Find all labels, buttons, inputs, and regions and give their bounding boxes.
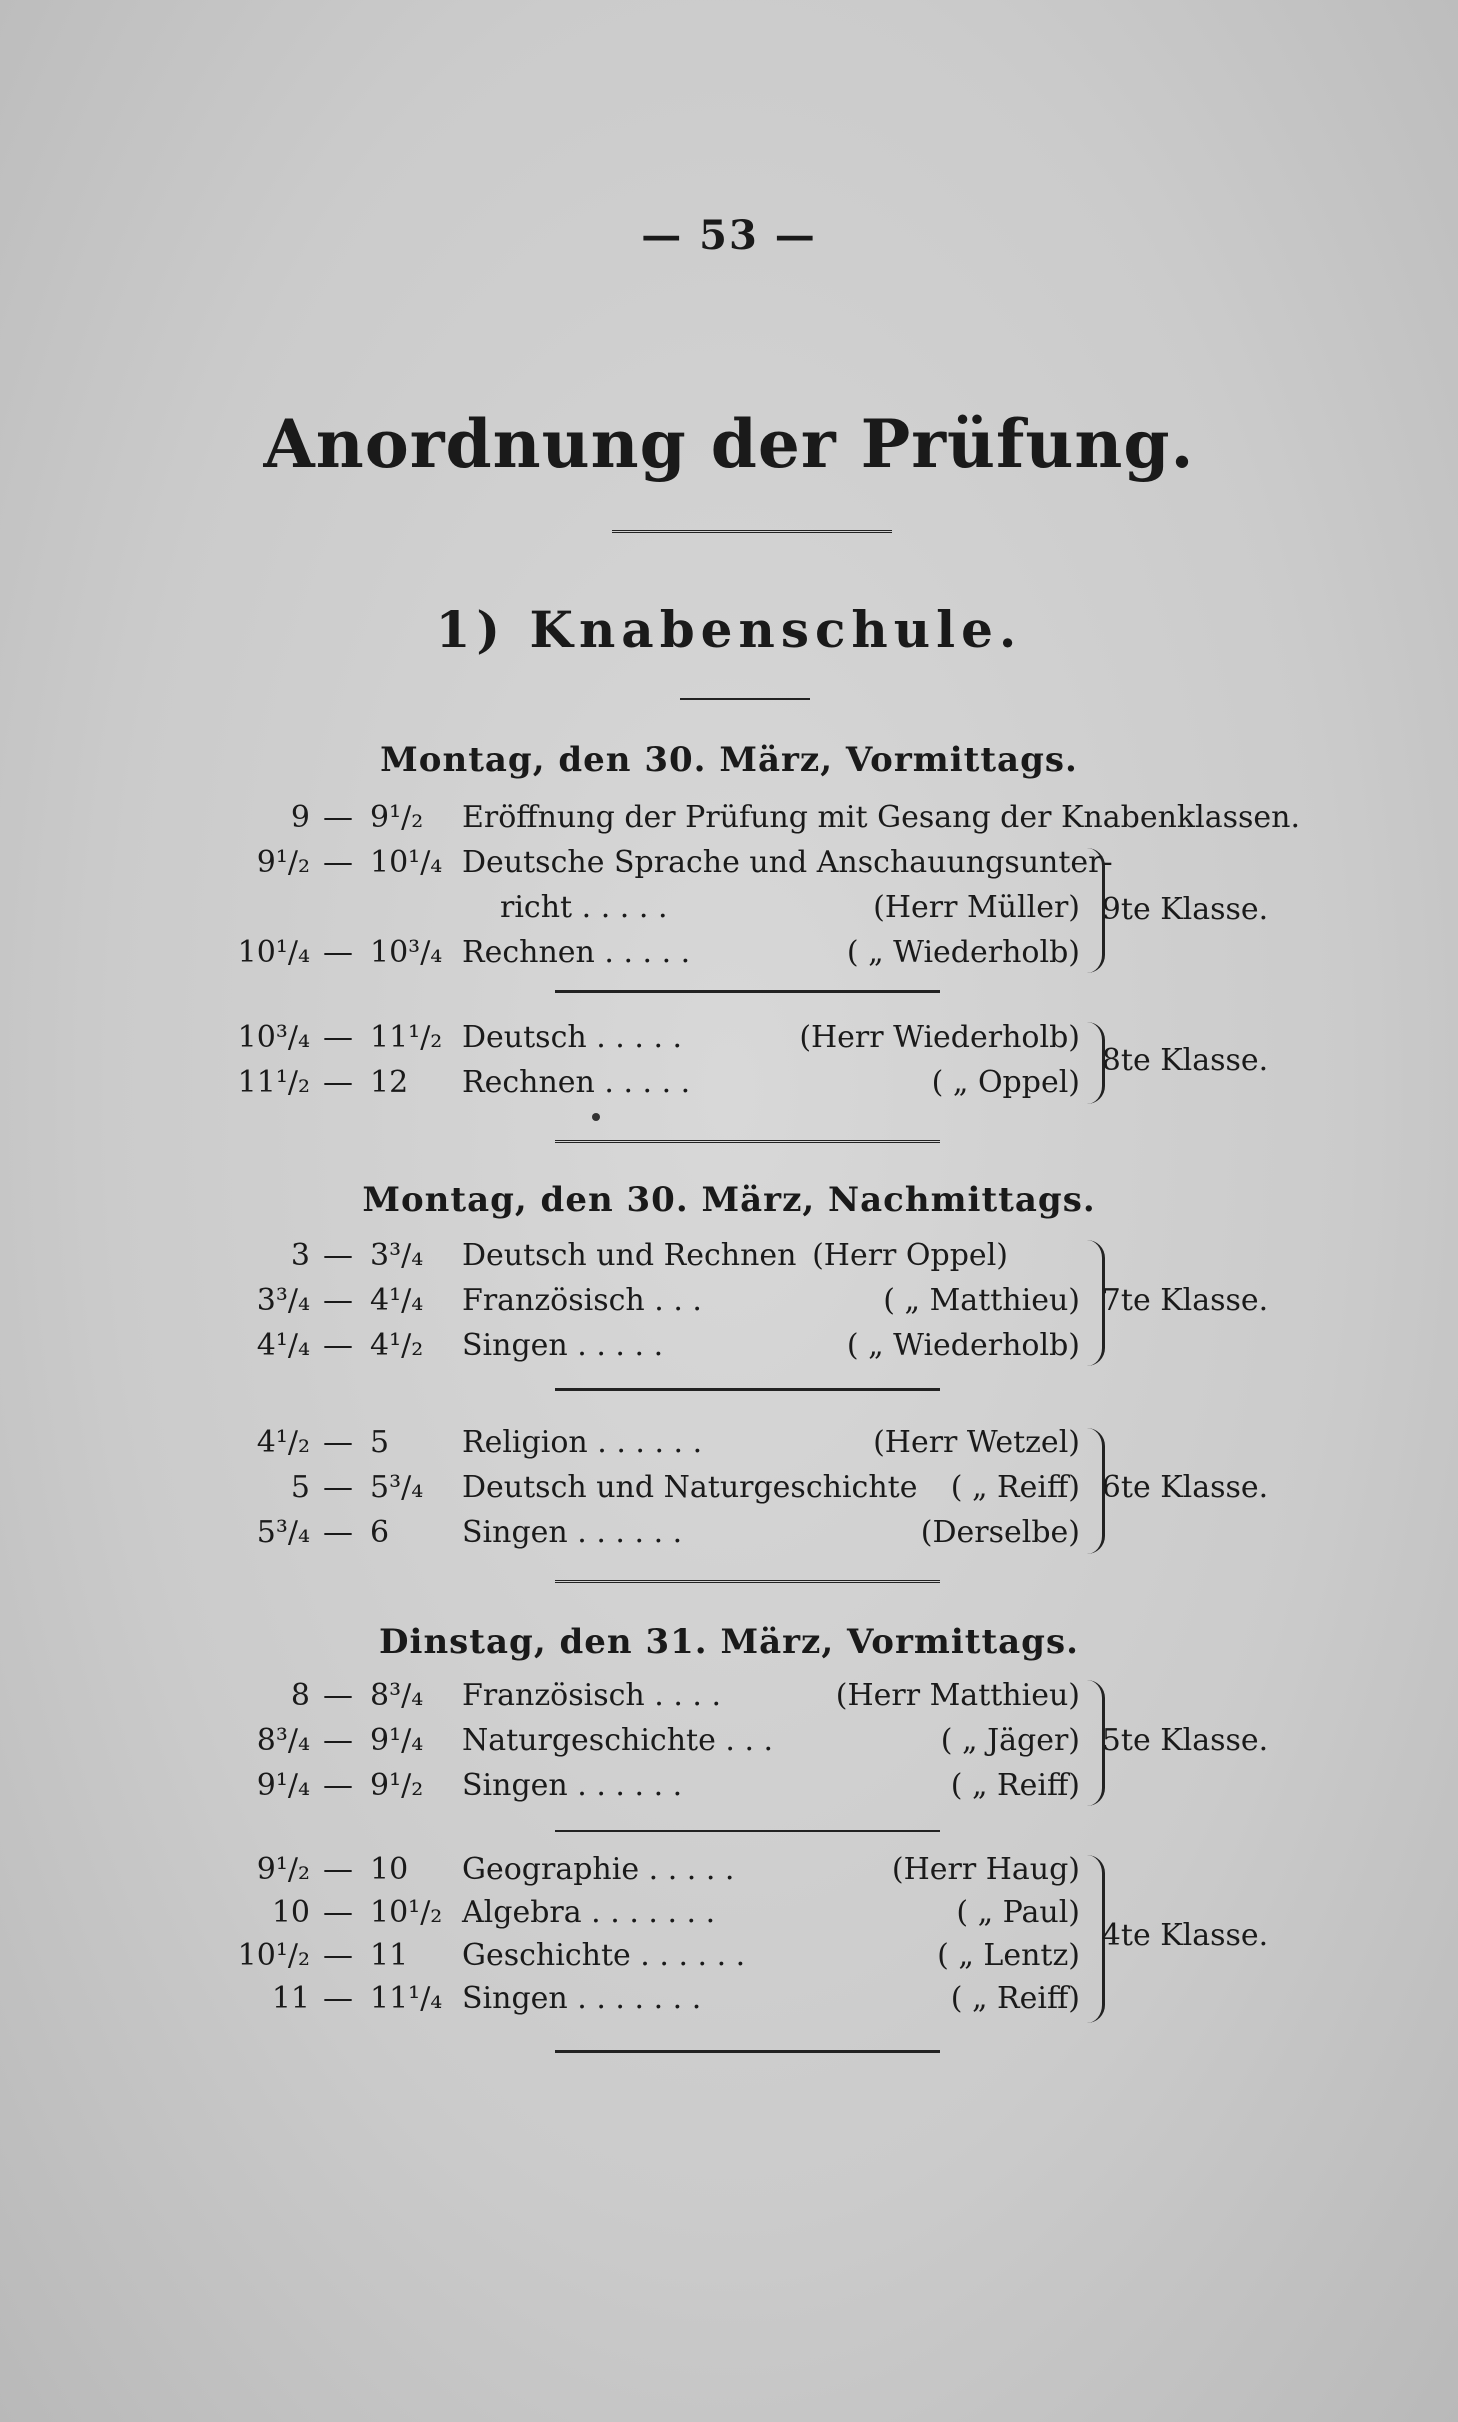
time-end: 6 bbox=[370, 1515, 390, 1550]
page-title: Anordnung der Prüfung. bbox=[263, 405, 1195, 483]
time-end: 10¹/₂ bbox=[370, 1895, 443, 1930]
time-start: 10³/₄ bbox=[237, 1020, 310, 1055]
section-divider bbox=[680, 698, 810, 700]
subject: Rechnen . . . . . bbox=[462, 935, 691, 970]
day-heading: Dinstag, den 31. März, Vormittags. bbox=[379, 1622, 1079, 1662]
time-start: 3 bbox=[290, 1238, 310, 1273]
time-start: 4¹/₂ bbox=[256, 1425, 310, 1460]
subject: Singen . . . . . bbox=[462, 1328, 664, 1363]
day-heading: Montag, den 30. März, Vormittags. bbox=[380, 740, 1078, 780]
subject: richt . . . . . bbox=[500, 890, 668, 925]
time-dash: — bbox=[323, 1895, 353, 1930]
time-end: 9¹/₄ bbox=[370, 1723, 424, 1758]
group-divider bbox=[555, 1830, 940, 1832]
subject: Singen . . . . . . . bbox=[462, 1981, 702, 2016]
teacher: (Herr Wetzel) bbox=[873, 1425, 1080, 1460]
time-start: 9 bbox=[290, 800, 310, 835]
subject: Eröffnung der Prüfung mit Gesang der Knabenklassen. bbox=[462, 800, 1300, 835]
time-start: 9¹/₂ bbox=[256, 845, 310, 880]
group-divider bbox=[555, 1388, 940, 1391]
teacher: ( „ Matthieu) bbox=[883, 1283, 1080, 1318]
schedule-row bbox=[0, 1981, 1458, 2025]
time-end: 9¹/₂ bbox=[370, 800, 424, 835]
time-dash: — bbox=[323, 1723, 353, 1758]
teacher: ( „ Reiff) bbox=[950, 1470, 1080, 1505]
teacher: ( „ Oppel) bbox=[931, 1065, 1080, 1100]
time-dash: — bbox=[323, 1425, 353, 1460]
schedule-row bbox=[0, 1768, 1458, 1812]
time-start: 8³/₄ bbox=[256, 1723, 310, 1758]
time-dash: — bbox=[323, 1238, 353, 1273]
subject: Rechnen . . . . . bbox=[462, 1065, 691, 1100]
page-number: — 53 — bbox=[641, 212, 817, 259]
time-start: 10 bbox=[271, 1895, 310, 1930]
time-end: 10¹/₄ bbox=[370, 845, 443, 880]
schedule-row bbox=[0, 935, 1458, 979]
subject: Französisch . . . . bbox=[462, 1678, 722, 1713]
time-dash: — bbox=[323, 1768, 353, 1803]
page-end-divider bbox=[555, 2050, 940, 2053]
time-start: 11¹/₂ bbox=[237, 1065, 310, 1100]
time-end: 11 bbox=[370, 1938, 409, 1973]
schedule-row bbox=[0, 1678, 1458, 1722]
time-end: 5³/₄ bbox=[370, 1470, 424, 1505]
teacher: ( „ Reiff) bbox=[950, 1981, 1080, 2016]
teacher: ( „ Reiff) bbox=[950, 1768, 1080, 1803]
time-start: 11 bbox=[271, 1981, 310, 2016]
block-divider bbox=[555, 1580, 940, 1587]
time-end: 10³/₄ bbox=[370, 935, 443, 970]
time-dash: — bbox=[323, 1470, 353, 1505]
time-start: 4¹/₄ bbox=[256, 1328, 310, 1363]
schedule-row bbox=[0, 1515, 1458, 1559]
subject: Geschichte . . . . . . bbox=[462, 1938, 746, 1973]
time-end: 10 bbox=[370, 1852, 409, 1887]
divider-dot bbox=[592, 1113, 600, 1121]
time-end: 4¹/₄ bbox=[370, 1283, 424, 1318]
teacher: ( „ Wiederholb) bbox=[846, 1328, 1080, 1363]
time-start: 3³/₄ bbox=[256, 1283, 310, 1318]
schedule-row bbox=[0, 1425, 1458, 1469]
schedule-row bbox=[0, 1328, 1458, 1372]
time-start: 10¹/₄ bbox=[237, 935, 310, 970]
section-heading: 1) Knabenschule. bbox=[435, 600, 1023, 659]
time-dash: — bbox=[323, 1283, 353, 1318]
class-label: 4te Klasse. bbox=[1101, 1918, 1269, 1953]
time-end: 11¹/₄ bbox=[370, 1981, 443, 2016]
time-dash: — bbox=[323, 935, 353, 970]
time-dash: — bbox=[323, 1938, 353, 1973]
subject: Deutsche Sprache und Anschauungsunter- bbox=[462, 845, 1113, 880]
time-end: 11¹/₂ bbox=[370, 1020, 443, 1055]
title-divider bbox=[612, 530, 892, 537]
time-end: 3³/₄ bbox=[370, 1238, 424, 1273]
subject: Naturgeschichte . . . bbox=[462, 1723, 774, 1758]
schedule-row bbox=[0, 1238, 1458, 1282]
time-dash: — bbox=[323, 1515, 353, 1550]
time-dash: — bbox=[323, 1065, 353, 1100]
time-start: 8 bbox=[290, 1678, 310, 1713]
class-label: 6te Klasse. bbox=[1101, 1470, 1269, 1505]
subject: Deutsch . . . . . bbox=[462, 1020, 683, 1055]
time-dash: — bbox=[323, 1678, 353, 1713]
teacher: (Herr Haug) bbox=[891, 1852, 1080, 1887]
subject: Algebra . . . . . . . bbox=[462, 1895, 716, 1930]
time-end: 12 bbox=[370, 1065, 409, 1100]
teacher: ( „ Jäger) bbox=[940, 1723, 1080, 1758]
subject: Singen . . . . . . bbox=[462, 1515, 683, 1550]
time-start: 9¹/₂ bbox=[256, 1852, 310, 1887]
teacher: (Herr Matthieu) bbox=[835, 1678, 1080, 1713]
time-end: 9¹/₂ bbox=[370, 1768, 424, 1803]
time-dash: — bbox=[323, 1852, 353, 1887]
time-dash: — bbox=[323, 1328, 353, 1363]
teacher: ( „ Lentz) bbox=[937, 1938, 1080, 1973]
subject: Deutsch und Naturgeschichte bbox=[462, 1470, 918, 1505]
subject: Religion . . . . . . bbox=[462, 1425, 703, 1460]
subject: Singen . . . . . . bbox=[462, 1768, 683, 1803]
schedule-row bbox=[0, 845, 1458, 889]
time-start: 5³/₄ bbox=[256, 1515, 310, 1550]
time-dash: — bbox=[323, 845, 353, 880]
time-start: 10¹/₂ bbox=[237, 1938, 310, 1973]
class-label: 8te Klasse. bbox=[1101, 1043, 1269, 1078]
time-start: 5 bbox=[290, 1470, 310, 1505]
class-label: 5te Klasse. bbox=[1101, 1723, 1269, 1758]
teacher: (Herr Wiederholb) bbox=[799, 1020, 1080, 1055]
teacher: (Herr Oppel) bbox=[812, 1238, 1008, 1273]
block-divider bbox=[555, 1140, 940, 1147]
teacher: (Derselbe) bbox=[920, 1515, 1080, 1550]
time-dash: — bbox=[323, 800, 353, 835]
time-dash: — bbox=[323, 1981, 353, 2016]
day-heading: Montag, den 30. März, Nachmittags. bbox=[362, 1180, 1096, 1220]
group-divider bbox=[555, 990, 940, 993]
subject: Geographie . . . . . bbox=[462, 1852, 735, 1887]
schedule-row bbox=[0, 800, 1458, 844]
class-label: 9te Klasse. bbox=[1101, 892, 1269, 927]
schedule-row bbox=[0, 1852, 1458, 1896]
subject: Französisch . . . bbox=[462, 1283, 702, 1318]
class-label: 7te Klasse. bbox=[1101, 1283, 1269, 1318]
time-end: 4¹/₂ bbox=[370, 1328, 424, 1363]
teacher: (Herr Müller) bbox=[873, 890, 1080, 925]
time-dash: — bbox=[323, 1020, 353, 1055]
time-end: 8³/₄ bbox=[370, 1678, 424, 1713]
time-start: 9¹/₄ bbox=[256, 1768, 310, 1803]
teacher: ( „ Paul) bbox=[956, 1895, 1080, 1930]
subject: Deutsch und Rechnen bbox=[462, 1238, 797, 1273]
teacher: ( „ Wiederholb) bbox=[846, 935, 1080, 970]
time-end: 5 bbox=[370, 1425, 390, 1460]
